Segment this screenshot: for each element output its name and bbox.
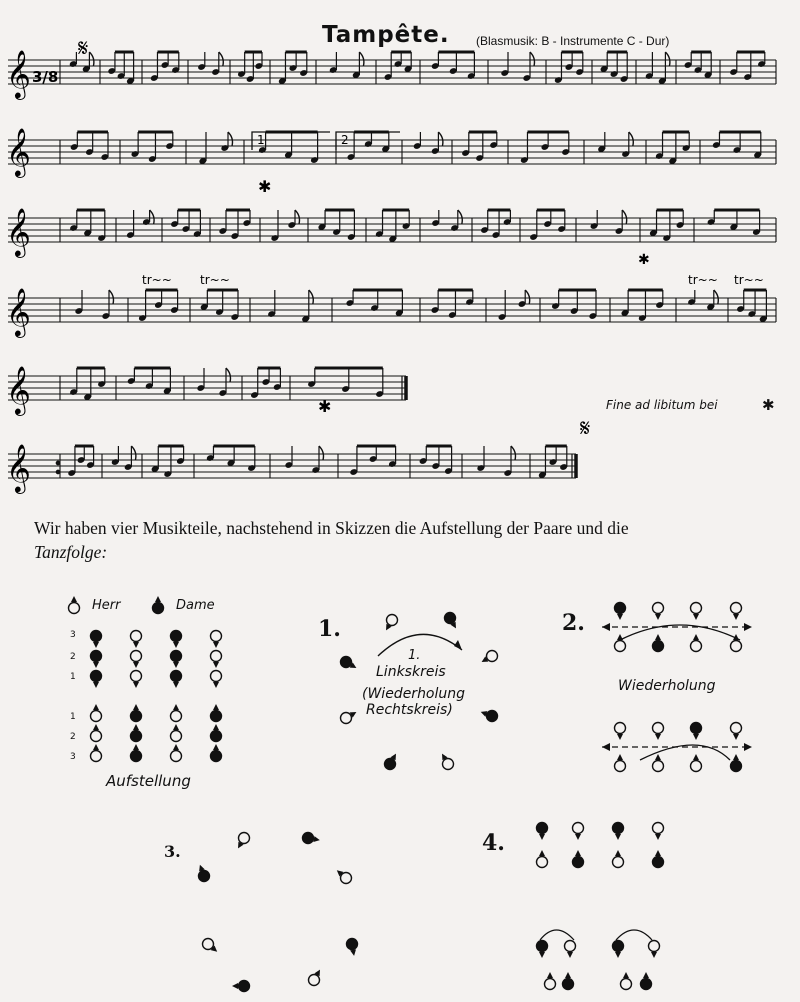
herr-symbol: [731, 603, 742, 621]
row-number: 2: [70, 652, 76, 662]
star-mark: ✱: [318, 397, 332, 416]
star-mark: ✱: [258, 177, 272, 196]
dame-symbol: [211, 744, 222, 762]
arrow-head: [744, 623, 752, 631]
treble-clef-icon: 𝄞: [6, 287, 31, 336]
page-title: Tampête.: [322, 22, 450, 48]
dame-symbol: [232, 981, 250, 992]
herr-symbol: [649, 941, 660, 959]
dame-symbol: [341, 657, 357, 669]
herr-symbol: [171, 744, 182, 762]
circle-arc: [378, 634, 462, 656]
treble-clef-icon: 𝄞: [6, 365, 31, 414]
dame-symbol: [691, 723, 702, 741]
herr-symbol: [131, 671, 142, 689]
row-number: 1: [70, 712, 76, 722]
herr-symbol: [691, 634, 702, 652]
dame-symbol: [653, 634, 664, 652]
volta-number: 2: [341, 133, 349, 147]
herr-symbol: [653, 603, 664, 621]
figure-1-number: 1.: [318, 616, 341, 642]
treble-clef-icon: 𝄞: [6, 207, 31, 256]
aufstellung-label: Aufstellung: [106, 772, 191, 790]
herr-symbol: [309, 970, 321, 986]
herr-symbol: [545, 972, 556, 990]
herr-symbol: [573, 823, 584, 841]
figure-3-number: 3.: [164, 842, 181, 861]
dame-symbol: [131, 724, 142, 742]
segno-icon: 𝄋: [580, 414, 591, 442]
trill-mark: tr~~: [688, 273, 718, 287]
dame-symbol: [303, 833, 320, 844]
page-subtitle: (Blasmusik: B - Instrumente C - Dur): [476, 34, 670, 48]
dame-symbol: [641, 972, 652, 990]
volta-number: 1: [257, 133, 265, 147]
dame-symbol: [171, 671, 182, 689]
arrow-head: [602, 743, 610, 751]
dame-symbol: [615, 603, 626, 621]
dame-symbol: [613, 941, 624, 959]
dame-symbol: [171, 631, 182, 649]
herr-symbol: [131, 631, 142, 649]
fine-star: ✱: [762, 396, 775, 414]
dame-symbol: [199, 865, 210, 882]
herr-symbol: [731, 723, 742, 741]
herr-symbol: [131, 651, 142, 669]
fig1-label: Rechtskreis): [366, 702, 453, 718]
arrow-head: [602, 623, 610, 631]
intro-line: Wir haben vier Musikteile, nachstehend in Skizzen die Aufstellung der Paare und die: [34, 518, 629, 538]
herr-symbol: [386, 615, 398, 631]
herr-symbol: [621, 972, 632, 990]
dame-symbol: [131, 744, 142, 762]
dame-symbol: [347, 939, 358, 956]
dame-symbol: [153, 596, 164, 614]
herr-symbol: [337, 870, 352, 883]
dame-symbol: [385, 754, 397, 770]
treble-clef-icon: 𝄞: [6, 49, 31, 98]
figure-2-number: 2.: [562, 610, 585, 636]
herr-symbol: [238, 833, 250, 849]
herr-symbol: [171, 704, 182, 722]
herr-symbol: [211, 631, 222, 649]
dame-symbol: [613, 823, 624, 841]
herr-symbol: [615, 754, 626, 772]
herr-symbol: [341, 712, 357, 724]
segno-icon: 𝄋: [78, 34, 89, 62]
dame-symbol: [91, 631, 102, 649]
herr-symbol: [91, 724, 102, 742]
legend-herr: Herr: [92, 598, 121, 613]
dame-symbol: [537, 823, 548, 841]
treble-clef-icon: 𝄞: [6, 127, 31, 176]
dame-symbol: [573, 850, 584, 868]
herr-symbol: [653, 754, 664, 772]
row-number: 1: [70, 672, 76, 682]
intro-line-italic: Tanzfolge:: [34, 542, 108, 562]
star-mark: ✱: [638, 252, 650, 268]
fig1-label: 1.: [408, 648, 421, 663]
herr-symbol: [653, 823, 664, 841]
fig1-label: (Wiederholung: [362, 686, 466, 702]
legend-dame: Dame: [176, 598, 215, 613]
trill-mark: tr~~: [200, 273, 230, 287]
figure-4-number: 4.: [482, 830, 505, 856]
dame-symbol: [211, 724, 222, 742]
curve-path: [540, 930, 574, 940]
fine-text: Fine ad libitum bei: [606, 398, 718, 412]
herr-symbol: [171, 724, 182, 742]
herr-symbol: [69, 596, 80, 614]
trill-mark: tr~~: [142, 273, 172, 287]
dame-symbol: [537, 941, 548, 959]
dame-symbol: [445, 613, 457, 629]
dame-symbol: [91, 671, 102, 689]
treble-clef-icon: 𝄞: [6, 443, 31, 492]
herr-symbol: [653, 723, 664, 741]
dame-symbol: [653, 850, 664, 868]
dame-symbol: [91, 651, 102, 669]
row-number: 3: [70, 752, 76, 762]
herr-symbol: [91, 704, 102, 722]
dame-symbol: [171, 651, 182, 669]
dame-symbol: [211, 704, 222, 722]
dame-symbol: [131, 704, 142, 722]
herr-symbol: [565, 941, 576, 959]
fig2-wiederholung: Wiederholung: [618, 678, 716, 694]
herr-symbol: [691, 603, 702, 621]
herr-symbol: [203, 939, 218, 952]
curve-path: [616, 930, 652, 940]
herr-symbol: [615, 634, 626, 652]
row-number: 2: [70, 732, 76, 742]
dame-symbol: [481, 711, 498, 722]
herr-symbol: [482, 651, 498, 663]
herr-symbol: [442, 754, 454, 770]
herr-symbol: [613, 850, 624, 868]
trill-mark: tr~~: [734, 273, 764, 287]
time-signature: 3/8: [32, 68, 59, 86]
herr-symbol: [537, 850, 548, 868]
arrow-head: [454, 640, 462, 650]
fig1-label: Linkskreis: [376, 664, 446, 680]
dame-symbol: [563, 972, 574, 990]
row-number: 3: [70, 630, 76, 640]
herr-symbol: [691, 754, 702, 772]
herr-symbol: [211, 651, 222, 669]
herr-symbol: [615, 723, 626, 741]
dame-symbol: [731, 754, 742, 772]
herr-symbol: [211, 671, 222, 689]
arrow-head: [744, 743, 752, 751]
herr-symbol: [91, 744, 102, 762]
